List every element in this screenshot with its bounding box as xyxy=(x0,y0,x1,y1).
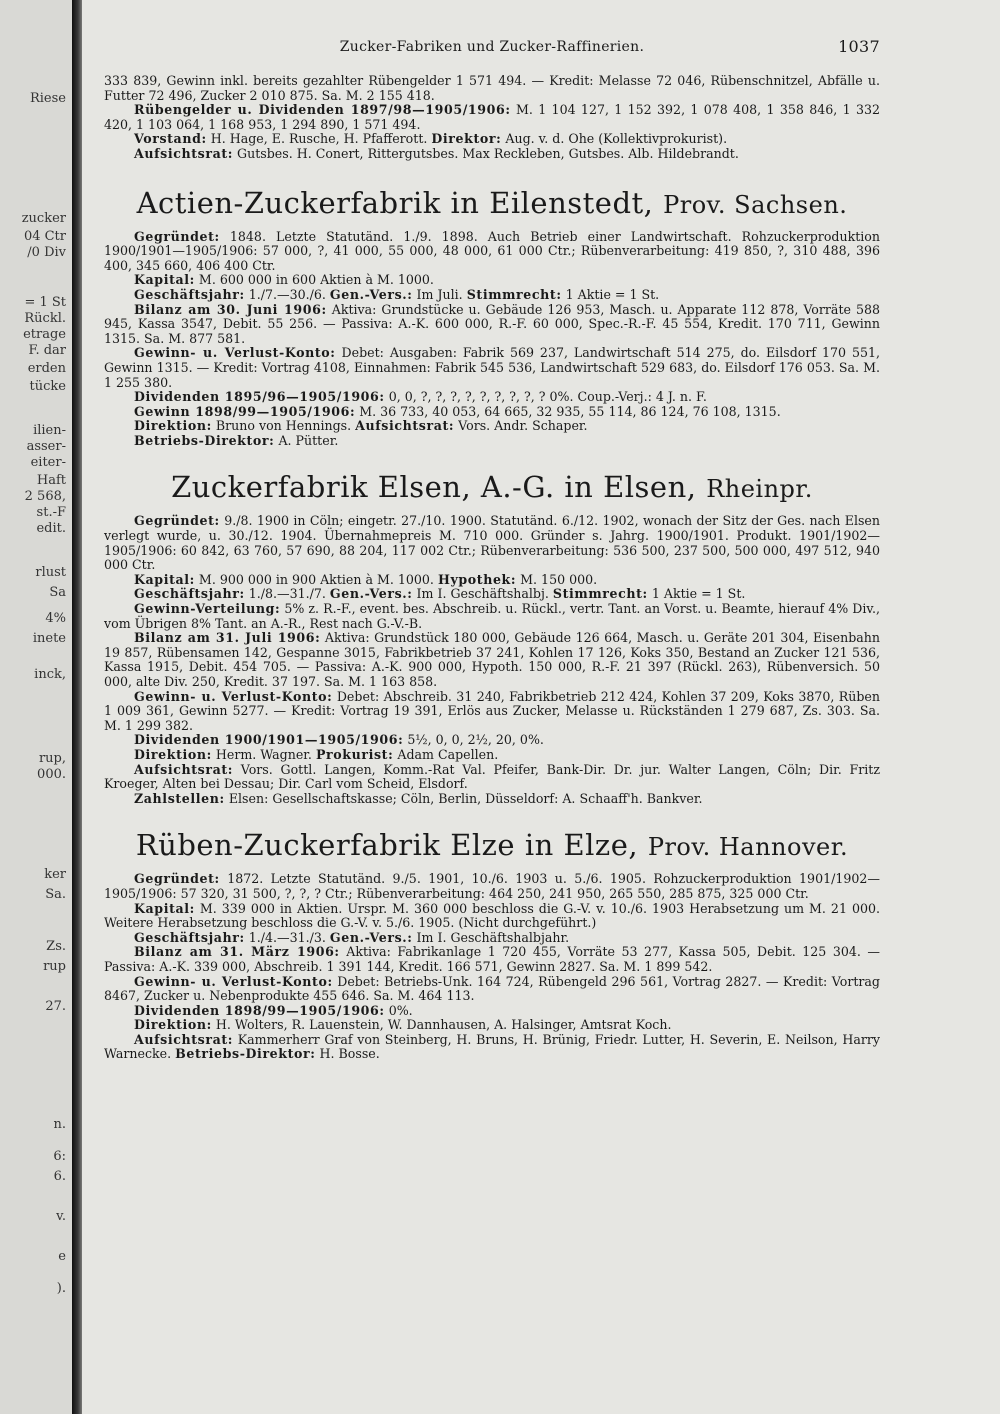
margin-fragment: Haft xyxy=(36,473,66,488)
field-text: 1 Aktie = 1 St. xyxy=(565,286,660,302)
field-label: Direktion: xyxy=(134,1017,212,1033)
margin-fragment: rup, xyxy=(38,751,66,766)
field-label: Bilanz am 31. Juli 1906: xyxy=(134,630,321,646)
margin-fragment: Riese xyxy=(29,91,66,106)
field-text: Adam Capellen. xyxy=(397,746,499,762)
margin-fragment: 6. xyxy=(53,1169,66,1184)
field-label: Kapital: xyxy=(134,900,195,916)
margin-fragment: eiter- xyxy=(30,455,66,470)
field-label: Aufsichtsrat: xyxy=(355,418,455,434)
field-text: 1 Aktie = 1 St. xyxy=(651,586,746,602)
margin-fragment: 27. xyxy=(45,999,66,1014)
field-text: M. 600 000 in 600 Aktien à M. 1000. xyxy=(198,272,434,288)
field-text: Vors. Gottl. Langen, Komm.-Rat Val. Pfeifer, Bank-Dir. Dr. jur. Walter Langen, Cöln; Dir. Fritz Kroeger, Alten bei Dessau; Dir. Carl vom Scheid, Elsdorf. xyxy=(104,761,880,792)
page-content xyxy=(104,37,880,1062)
facing-page-margin xyxy=(0,0,72,1414)
entry-paragraph xyxy=(104,1004,880,1019)
field-text: Aktiva: Fabrikanlage 1 720 455, Vorräte 53 277, Kassa 505, Debit. 125 304. — Passiva: A.-K. 339 000, Abschreib. 1 391 144, Kredit. 166 571, Gewinn 2827. Sa. M. 1 899 542. xyxy=(104,944,880,974)
field-text: Gutsbes. H. Conert, Rittergutsbes. Max Reckleben, Gutsbes. Alb. Hildebrandt. xyxy=(237,145,739,161)
field-label: Gegründet: xyxy=(134,871,220,887)
running-head xyxy=(104,37,880,74)
field-text: Aug. v. d. Ohe (Kollektivprokurist). xyxy=(505,131,728,147)
margin-fragment: rlust xyxy=(35,565,66,580)
margin-fragment: e xyxy=(58,1249,66,1264)
company-title xyxy=(104,470,880,506)
entry-paragraph xyxy=(104,902,880,931)
field-label: Vorstand: xyxy=(134,131,207,147)
margin-fragment: Sa. xyxy=(45,887,66,902)
field-label: Gegründet: xyxy=(134,513,220,529)
company-name: Rüben-Zuckerfabrik Elze in Elze, xyxy=(135,828,639,863)
field-label: Dividenden 1895/96—1905/1906: xyxy=(134,389,385,405)
field-text: Aktiva: Grundstücke u. Gebäude 126 953, Masch. u. Apparate 112 878, Vorräte 588 945, Kassa 3547, Debit. 55 256. — Passiva: A.-K. 600 000, R.-F. 60 000, Spec.-R.-F. 45 554, Kredit. 170 711, Gewinn 1315. Sa. M. 877 581. xyxy=(104,301,880,346)
field-text: 9./8. 1900 in Cöln; eingetr. 27./10. 1900. Statutänd. 6./12. 1902, wonach der Sitz der Ges. nach Elsen verlegt wurde, u. 30./12. 1904. Übernahmepreis M. 710 000. Gründer s. Jahrg. 1900/1901. Produkt. 1901/1902—1905/1906: 60 842, 63 760, 57 690, 88 204, 117 002 Ctr.; Rübenverarbeitung: 536 500, 237 500, 500 000, 497 512, 940 000 Ctr. xyxy=(104,513,880,573)
entry-paragraph xyxy=(104,147,880,162)
margin-fragment: 6: xyxy=(53,1149,66,1164)
margin-fragment: ). xyxy=(56,1281,66,1296)
field-label: Direktion: xyxy=(134,418,212,434)
margin-fragment: inete xyxy=(32,631,66,646)
company-title xyxy=(104,828,880,864)
field-label: Betriebs-Direktor: xyxy=(175,1046,316,1062)
company-entries xyxy=(104,186,880,1063)
book-gutter xyxy=(72,0,82,1414)
entry-paragraph xyxy=(104,792,880,807)
field-label: Gewinn 1898/99—1905/1906: xyxy=(134,403,356,419)
entry-paragraph xyxy=(104,763,880,792)
field-label: Aufsichtsrat: xyxy=(134,145,234,161)
margin-fragment: 04 Ctr xyxy=(23,229,66,244)
continued-text: 333 839, Gewinn inkl. bereits gezahlter Rübengelder 1 571 494. — Kredit: Melasse 72 046, Rübenschnitzel, Abfälle u. Futter 72 496, Zucker 2 010 875. Sa. M. 2 155 418. xyxy=(104,73,880,103)
field-label: Gewinn- u. Verlust-Konto: xyxy=(134,345,336,361)
margin-fragment: tücke xyxy=(29,379,66,394)
margin-fragment: Sa xyxy=(49,585,66,600)
field-label: Bilanz am 31. März 1906: xyxy=(134,944,340,960)
entry-paragraph xyxy=(104,1033,880,1062)
field-text: M. 1 104 127, 1 152 392, 1 078 408, 1 358 846, 1 332 420, 1 103 064, 1 168 953, 1 294 890, 1 571 494. xyxy=(104,102,880,132)
field-text: H. Bosse. xyxy=(319,1046,380,1062)
entry-paragraph xyxy=(104,288,880,303)
field-text: Debet: Betriebs-Unk. 164 724, Rübengeld 296 561, Vortrag 2827. — Kredit: Vortrag 8467, Zucker u. Nebenprodukte 455 646. Sa. M. 464 113. xyxy=(104,973,880,1004)
field-text: 1848. Letzte Statutänd. 1./9. 1898. Auch Betrieb einer Landwirtschaft. Rohzuckerproduktion 1900/1901—1905/1906: 57 000, ?, 41 000, 55 000, 48 000, 61 000 Ctr.; Rübenverarbeitung: 419 850, ?, 310 488, 396 400, 345 660, 406 400 Ctr. xyxy=(104,228,880,273)
margin-fragment: etrage xyxy=(23,327,66,342)
entry-paragraph xyxy=(104,931,880,946)
company-entry xyxy=(104,828,880,1062)
entry-paragraph xyxy=(104,602,880,631)
company-title xyxy=(104,186,880,222)
field-text: Herm. Wagner. xyxy=(215,746,312,762)
entry-paragraph xyxy=(104,230,880,274)
field-text: H. Wolters, R. Lauenstein, W. Dannhausen, A. Halsinger, Amtsrat Koch. xyxy=(215,1017,672,1033)
field-label: Gegründet: xyxy=(134,228,220,244)
field-text: Im I. Geschäftshalbjahr. xyxy=(416,929,570,945)
field-label: Zahlstellen: xyxy=(134,790,225,806)
field-text: 0%. xyxy=(388,1002,413,1018)
field-text: Debet: Abschreib. 31 240, Fabrikbetrieb 212 424, Kohlen 37 209, Koks 3870, Rüben 1 009 361, Gewinn 5277. — Kredit: Vortrag 19 391, Erlös aus Zucker, Melasse u. Rückständen 1 279 687, Zs. 303. Sa. M. 1 299 382. xyxy=(104,688,880,733)
field-label: Kapital: xyxy=(134,272,195,288)
entry-paragraph xyxy=(104,975,880,1004)
field-text: H. Hage, E. Rusche, H. Pfafferott. xyxy=(210,131,428,147)
entry-paragraph xyxy=(104,405,880,420)
field-label: Aufsichtsrat: xyxy=(134,761,234,777)
entry-paragraph xyxy=(104,573,880,588)
page-number: 1037 xyxy=(838,37,880,56)
margin-fragment: 000. xyxy=(37,767,66,782)
margin-fragment: erden xyxy=(27,361,66,376)
company-location: Prov. Hannover. xyxy=(647,833,849,862)
field-text: 1./7.—30./6. xyxy=(248,286,326,302)
entry-paragraph xyxy=(104,872,880,901)
margin-fragment: Zs. xyxy=(46,939,66,954)
field-text: Im I. Geschäftshalbj. xyxy=(416,586,549,602)
field-text: 1872. Letzte Statutänd. 9./5. 1901, 10./6. 1903 u. 5./6. 1905. Rohzuckerproduktion 1901/1902—1905/1906: 57 320, 31 500, ?, ?, ? Ctr.; Rübenverarbeitung: 464 250, 241 950, 265 550, 285 875, 325 000 Ctr. xyxy=(104,871,880,901)
field-text: 1./8.—31./7. xyxy=(248,586,326,602)
margin-fragment: asser- xyxy=(26,439,66,454)
field-label: Stimmrecht: xyxy=(466,286,562,302)
entry-paragraph xyxy=(104,273,880,288)
field-label: Stimmrecht: xyxy=(552,586,648,602)
margin-fragment: 4% xyxy=(45,611,66,626)
entry-paragraph xyxy=(104,587,880,602)
field-text: M. 339 000 in Aktien. Urspr. M. 360 000 beschloss die G.-V. v. 10./6. 1903 Herabsetzung um M. 21 000. Weitere Herabsetzung beschloss die G.-V. v. 5./6. 1905. (Nicht durchgeführt.) xyxy=(104,900,880,931)
company-name: Zuckerfabrik Elsen, A.-G. in Elsen, xyxy=(171,470,697,505)
field-text: M. 150 000. xyxy=(520,571,598,587)
running-title: Zucker-Fabriken und Zucker-Raffinerien. xyxy=(339,39,645,55)
field-label: Direktion: xyxy=(134,746,212,762)
entry-paragraph xyxy=(104,1018,880,1033)
entry-paragraph xyxy=(104,733,880,748)
entry-paragraph xyxy=(104,132,880,147)
field-text: 1./4.—31./3. xyxy=(248,929,326,945)
field-text: M. 36 733, 40 053, 64 665, 32 935, 55 114, 86 124, 76 108, 1315. xyxy=(359,403,781,419)
field-label: Kapital: xyxy=(134,571,195,587)
entry-paragraph xyxy=(104,303,880,347)
entry-paragraph xyxy=(104,434,880,449)
company-entry xyxy=(104,470,880,806)
field-label: Prokurist: xyxy=(315,746,394,762)
field-text: M. 900 000 in 900 Aktien à M. 1000. xyxy=(198,571,434,587)
entry-paragraph xyxy=(104,631,880,689)
margin-fragment: F. dar xyxy=(28,343,66,358)
entry-paragraph xyxy=(104,419,880,434)
company-entry xyxy=(104,186,880,449)
field-label: Gewinn- u. Verlust-Konto: xyxy=(134,688,333,704)
margin-fragment: = 1 St xyxy=(24,295,66,310)
margin-fragment: /0 Div xyxy=(27,245,66,260)
margin-fragment: 2 568, xyxy=(24,489,66,504)
entry-paragraph xyxy=(104,514,880,572)
field-label: Gewinn- u. Verlust-Konto: xyxy=(134,973,333,989)
margin-fragment: v. xyxy=(56,1209,66,1224)
field-label: Rübengelder u. Dividenden 1897/98—1905/1906: xyxy=(134,102,511,118)
entry-paragraph xyxy=(104,945,880,974)
field-text: 0, 0, ?, ?, ?, ?, ?, ?, ?, ?, ? 0%. Coup.-Verj.: 4 J. n. F. xyxy=(388,389,707,405)
margin-fragment: ilien- xyxy=(33,423,66,438)
entry-paragraph xyxy=(104,103,880,132)
field-label: Gen.-Vers.: xyxy=(329,286,413,302)
entry-paragraph xyxy=(104,690,880,734)
margin-fragment: inck, xyxy=(34,667,66,682)
margin-fragment: Rückl. xyxy=(24,311,66,326)
field-text: 5½, 0, 0, 2½, 20, 0%. xyxy=(407,732,544,748)
margin-fragment: ker xyxy=(44,867,66,882)
entry-paragraph xyxy=(104,748,880,763)
field-label: Gen.-Vers.: xyxy=(329,929,413,945)
field-label: Bilanz am 30. Juni 1906: xyxy=(134,301,327,317)
field-text: Im Juli. xyxy=(416,286,463,302)
field-label: Geschäftsjahr: xyxy=(134,586,245,602)
field-label: Geschäftsjahr: xyxy=(134,929,245,945)
margin-fragment: rup xyxy=(43,959,66,974)
field-label: Geschäftsjahr: xyxy=(134,286,245,302)
margin-fragment: zucker xyxy=(21,211,66,226)
entry-paragraph xyxy=(104,346,880,390)
company-name: Actien-Zuckerfabrik in Eilenstedt, xyxy=(136,185,654,220)
entry-paragraph xyxy=(104,390,880,405)
field-text: Vors. Andr. Schaper. xyxy=(458,418,588,434)
field-text: Aktiva: Grundstück 180 000, Gebäude 126 664, Masch. u. Geräte 201 304, Eisenbahn 19 857, Rübensamen 142, Gespanne 3015, Fabrikbetrieb 37 241, Kohlen 17 126, Koks 350, Bestand an Zucker 121 536, Kassa 1915, Debit. 454 705. — Passiva: A.-K. 900 000, Hypoth. 150 000, R.-F. 21 397 (Rückl. 263), Rübenversich. 50 000, alte Div. 250, Kredit. 37 197. Sa. M. 1 163 858. xyxy=(104,630,880,689)
field-label: Direktor: xyxy=(431,131,502,147)
margin-fragment: st.-F xyxy=(36,505,66,520)
field-text: Elsen: Gesellschaftskasse; Cöln, Berlin, Düsseldorf: A. Schaaff'h. Bankver. xyxy=(228,790,703,806)
field-text: Kammerherr Graf von Steinberg, H. Bruns, H. Brünig, Friedr. Lutter, H. Severin, E. Neilson, Harry Warnecke. xyxy=(104,1031,880,1062)
field-label: Gewinn-Verteilung: xyxy=(134,601,281,617)
field-text: 5% z. R.-F., event. bes. Abschreib. u. Rückl., vertr. Tant. an Vorst. u. Beamte, hierauf 4% Div., vom Übrigen 8% Tant. an A.-R., Rest nach G.-V.-B. xyxy=(104,601,880,631)
field-text: A. Pütter. xyxy=(278,432,339,448)
field-label: Aufsichtsrat: xyxy=(134,1031,234,1047)
field-label: Hypothek: xyxy=(437,571,517,587)
field-text: Debet: Ausgaben: Fabrik 569 237, Landwirtschaft 514 275, do. Eilsdorf 170 551, Gewinn 1315. — Kredit: Vortrag 4108, Einnahmen: Fabrik 545 536, Landwirtschaft 529 683, do. Eilsdorf 176 053. Sa. M. 1 255 380. xyxy=(104,345,880,390)
field-text: Bruno von Hennings. xyxy=(215,418,352,434)
field-label: Betriebs-Direktor: xyxy=(134,432,275,448)
field-label: Gen.-Vers.: xyxy=(329,586,413,602)
field-label: Dividenden 1900/1901—1905/1906: xyxy=(134,732,404,748)
company-location: Prov. Sachsen. xyxy=(663,190,848,219)
field-label: Dividenden 1898/99—1905/1906: xyxy=(134,1002,385,1018)
company-location: Rheinpr. xyxy=(706,475,813,504)
margin-fragment: n. xyxy=(53,1117,66,1132)
margin-fragment: edit. xyxy=(36,521,66,536)
continued-entry xyxy=(104,74,880,162)
